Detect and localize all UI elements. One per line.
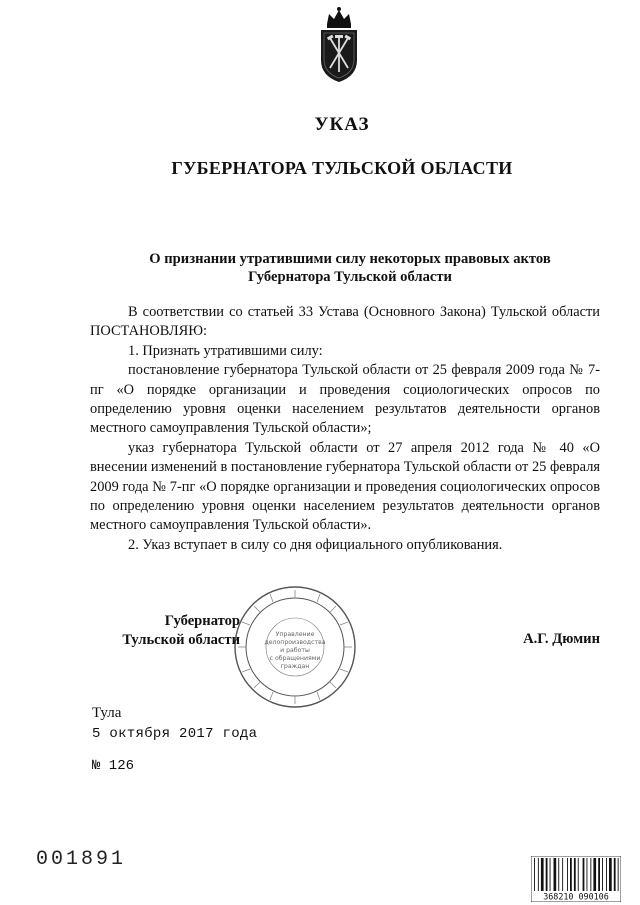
subject-line-2: Губернатора Тульской области (248, 269, 452, 285)
body-paragraph-preamble: В соответствии со статьей 33 Устава (Основного Закона) Тульской области ПОСТАНОВЛЯЮ: (90, 304, 600, 340)
svg-text:с обращениями: с обращениями (269, 655, 321, 662)
place-of-issue: Тула (92, 705, 122, 721)
barcode-bar (590, 858, 591, 891)
barcode-bar (538, 858, 539, 891)
barcode-bar (558, 858, 559, 891)
barcode-bar (567, 858, 568, 891)
official-seal-stamp (232, 584, 358, 710)
svg-text:делопроизводства: делопроизводства (264, 639, 326, 646)
barcode-bar (534, 858, 535, 891)
barcode-bar (583, 858, 585, 891)
barcode-bar (578, 858, 579, 891)
subject-line-1: О признании утратившими силу некоторых правовых актов (149, 251, 551, 267)
form-serial-number: 001891 (36, 848, 127, 871)
body-paragraph-resolution-1: постановление губернатора Тульской области от 25 февраля 2009 года № 7-пг «О порядке организации и проведения социологических опросов по определению уровня оценки населением результатов деятельности органов местного самоуправления Тульской области»; (90, 362, 600, 437)
barcode-bar (602, 858, 603, 891)
document-body (90, 303, 600, 555)
barcode-bar (609, 858, 612, 891)
svg-text:граждан: граждан (280, 663, 310, 670)
barcode-bar (618, 858, 619, 891)
signatory-position-line-1: Губернатор (164, 613, 240, 629)
barcode-bar (541, 858, 544, 891)
barcode-bar (606, 858, 607, 891)
signatory-position-line-2: Тульской области (122, 631, 240, 648)
signatory-position (100, 612, 240, 649)
barcode-bar (598, 858, 600, 891)
barcode-digits: 368210 090106 (543, 891, 609, 902)
document-title: УКАЗ (314, 114, 370, 135)
barcode-icon (531, 856, 621, 902)
barcode-bar (554, 858, 557, 891)
body-paragraph-item-1: 1. Признать утратившими силу: (128, 342, 323, 359)
barcode-bar (587, 858, 588, 891)
document-subtitle: ГУБЕРНАТОРА ТУЛЬСКОЙ ОБЛАСТИ (171, 158, 513, 178)
barcode-bar (550, 858, 551, 891)
body-paragraph-item-2: 2. Указ вступает в силу со дня официального опубликования. (128, 536, 503, 553)
barcode-bar (562, 858, 563, 891)
date-of-issue: 5 октября 2017 года (92, 726, 258, 742)
document-subject (120, 250, 580, 286)
barcode-bar (570, 858, 572, 891)
document-number: № 126 (92, 758, 135, 774)
barcode-bar (574, 858, 576, 891)
barcode-bar (593, 858, 596, 891)
body-paragraph-resolution-2: указ губернатора Тульской области от 27 апреля 2012 года № 40 «О внесении изменений в постановление губернатора Тульской области от 25 февраля 2009 года № 7-пг «О порядке организации и проведения социологических опросов по определению уровня оценки населением результатов деятельности органов местного самоуправления Тульской области». (90, 439, 600, 534)
coat-of-arms-icon (318, 4, 360, 84)
signatory-name: А.Г. Дюмин (523, 631, 600, 647)
svg-text:Управление: Управление (275, 631, 315, 638)
svg-text:и работы: и работы (280, 647, 310, 654)
barcode-bar (614, 858, 616, 891)
barcode-bar (546, 858, 548, 891)
